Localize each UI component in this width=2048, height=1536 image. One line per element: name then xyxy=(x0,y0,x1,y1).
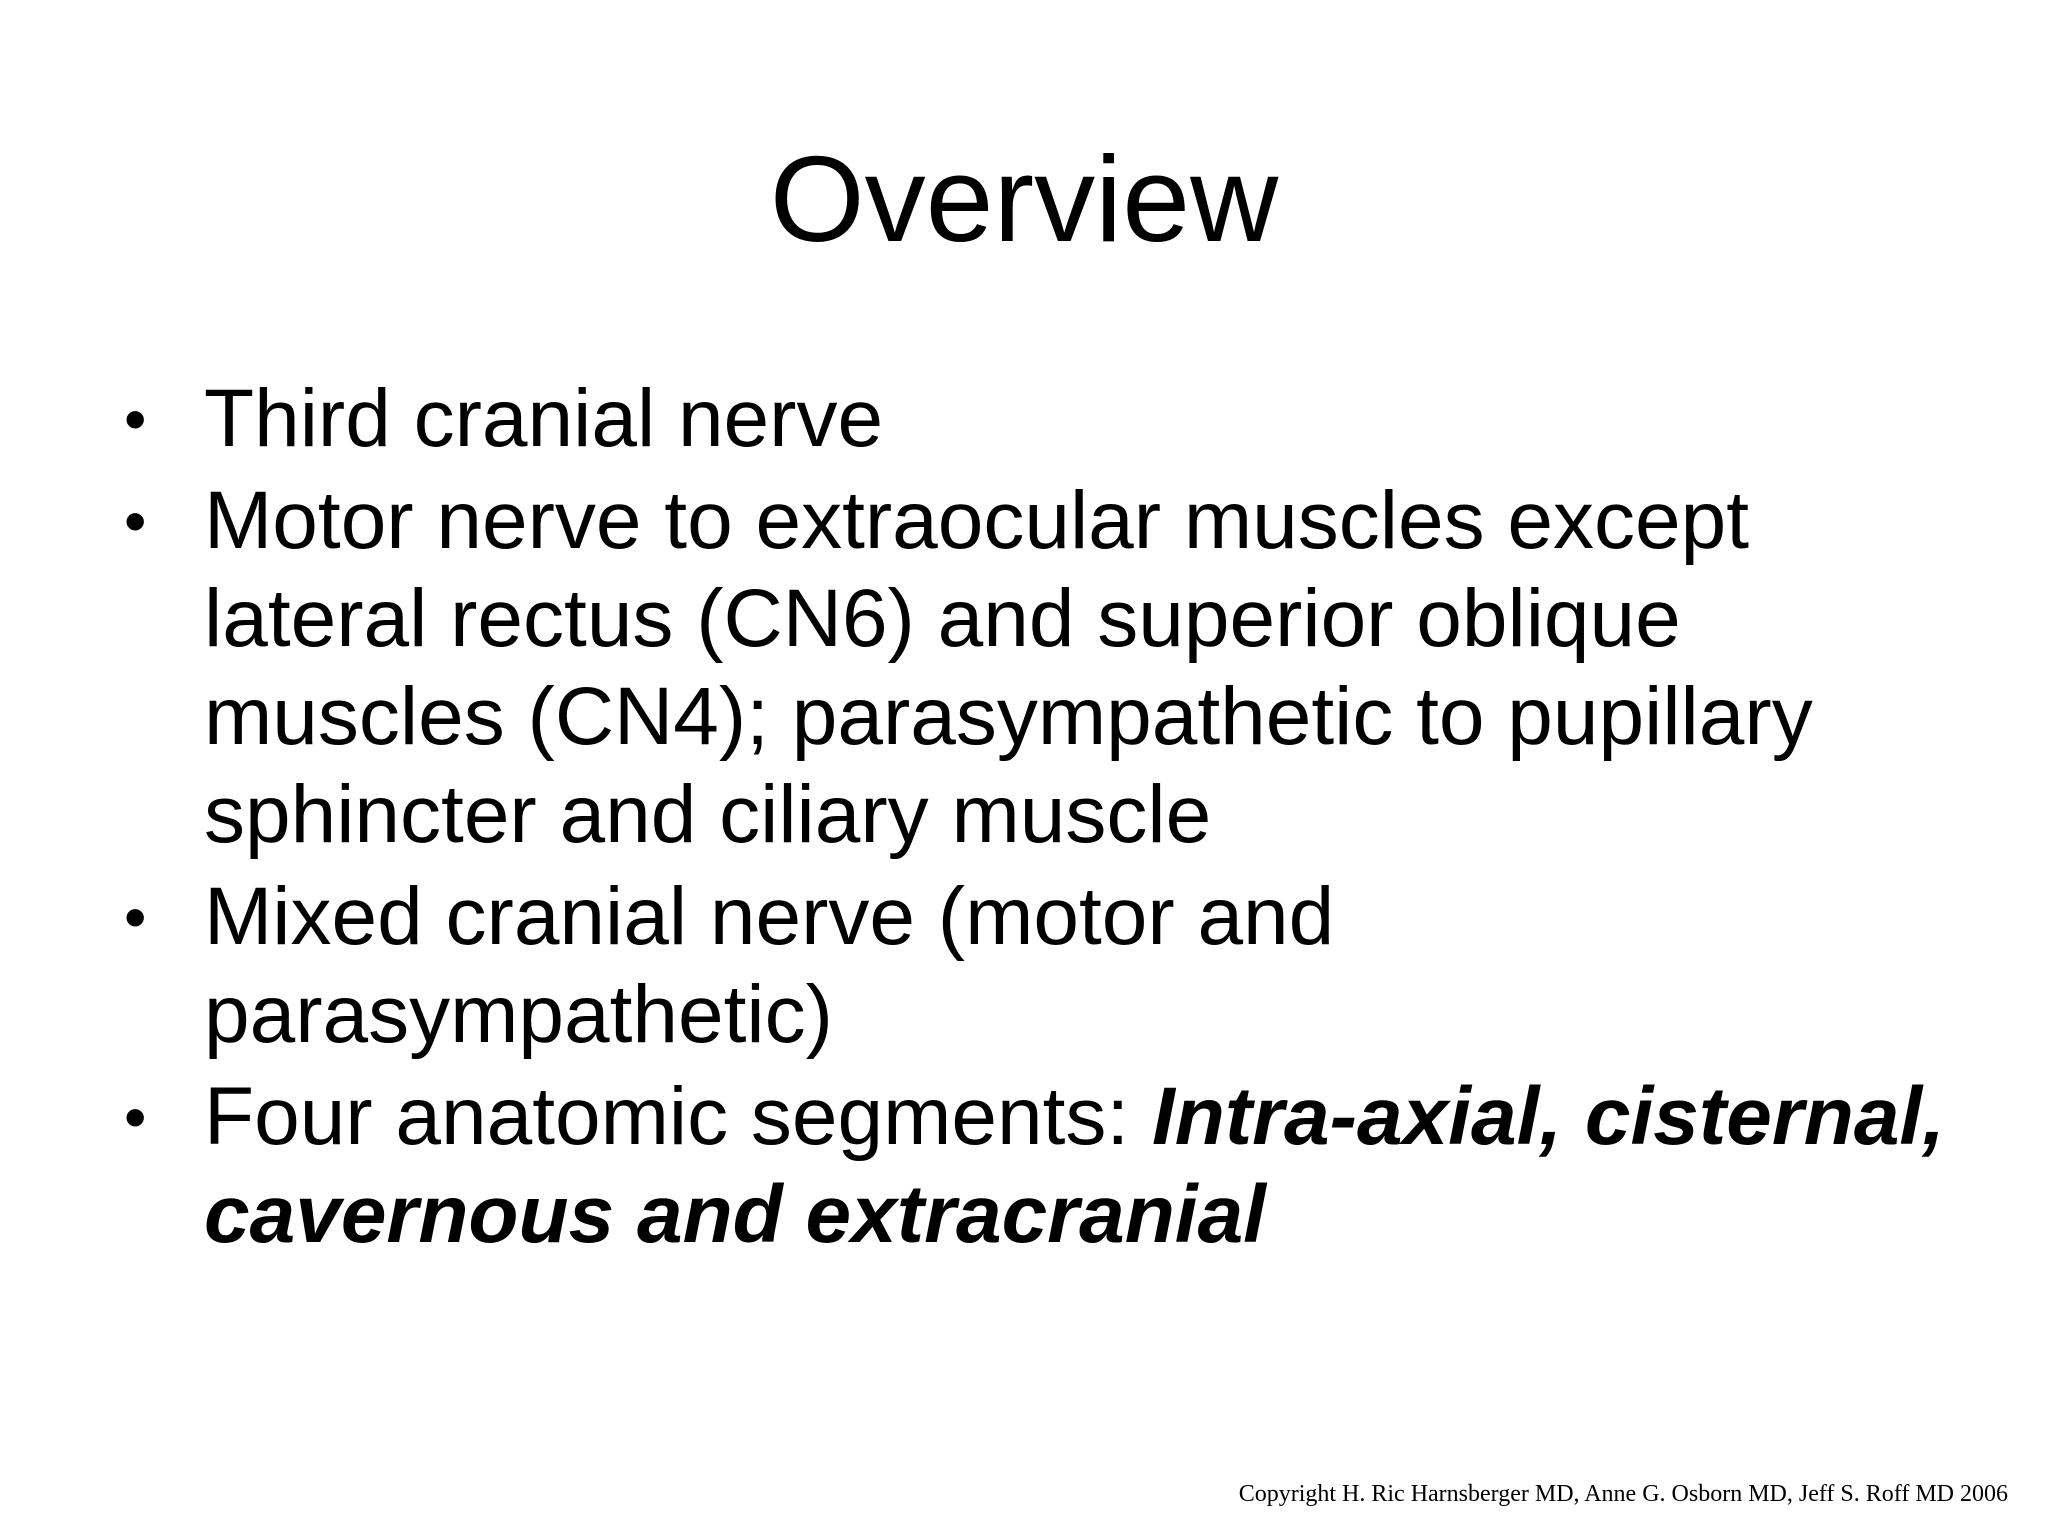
bullet-item-motor-nerve xyxy=(124,472,1984,864)
bullet-text: Motor nerve to extraocular muscles except lateral rectus (CN6) and superior oblique muscles (CN4); parasympathetic to pupillary sphincter and ciliary muscle xyxy=(204,475,1813,860)
bullet-emphasis-text: Intra-axial, cisternal, cavernous and extracranial xyxy=(204,1071,1945,1260)
copyright-notice: Copyright H. Ric Harnsberger MD, Anne G. Osborn MD, Jeff S. Roff MD 2006 xyxy=(1238,1481,2008,1507)
bullet-list xyxy=(124,370,1984,1268)
bullet-text: Mixed cranial nerve (motor and parasympathetic) xyxy=(204,871,1335,1060)
bullet-icon: • xyxy=(124,1081,147,1153)
bullet-item-mixed-cranial-nerve xyxy=(124,868,1984,1064)
bullet-item-anatomic-segments xyxy=(124,1068,1984,1264)
bullet-text: Third cranial nerve xyxy=(204,373,884,464)
slide-title: Overview xyxy=(769,131,1279,267)
bullet-item-third-cranial-nerve xyxy=(124,370,1984,468)
bullet-icon: • xyxy=(124,383,147,455)
bullet-icon: • xyxy=(124,881,147,953)
bullet-text: Four anatomic segments: xyxy=(204,1071,1152,1162)
bullet-icon: • xyxy=(124,485,147,557)
